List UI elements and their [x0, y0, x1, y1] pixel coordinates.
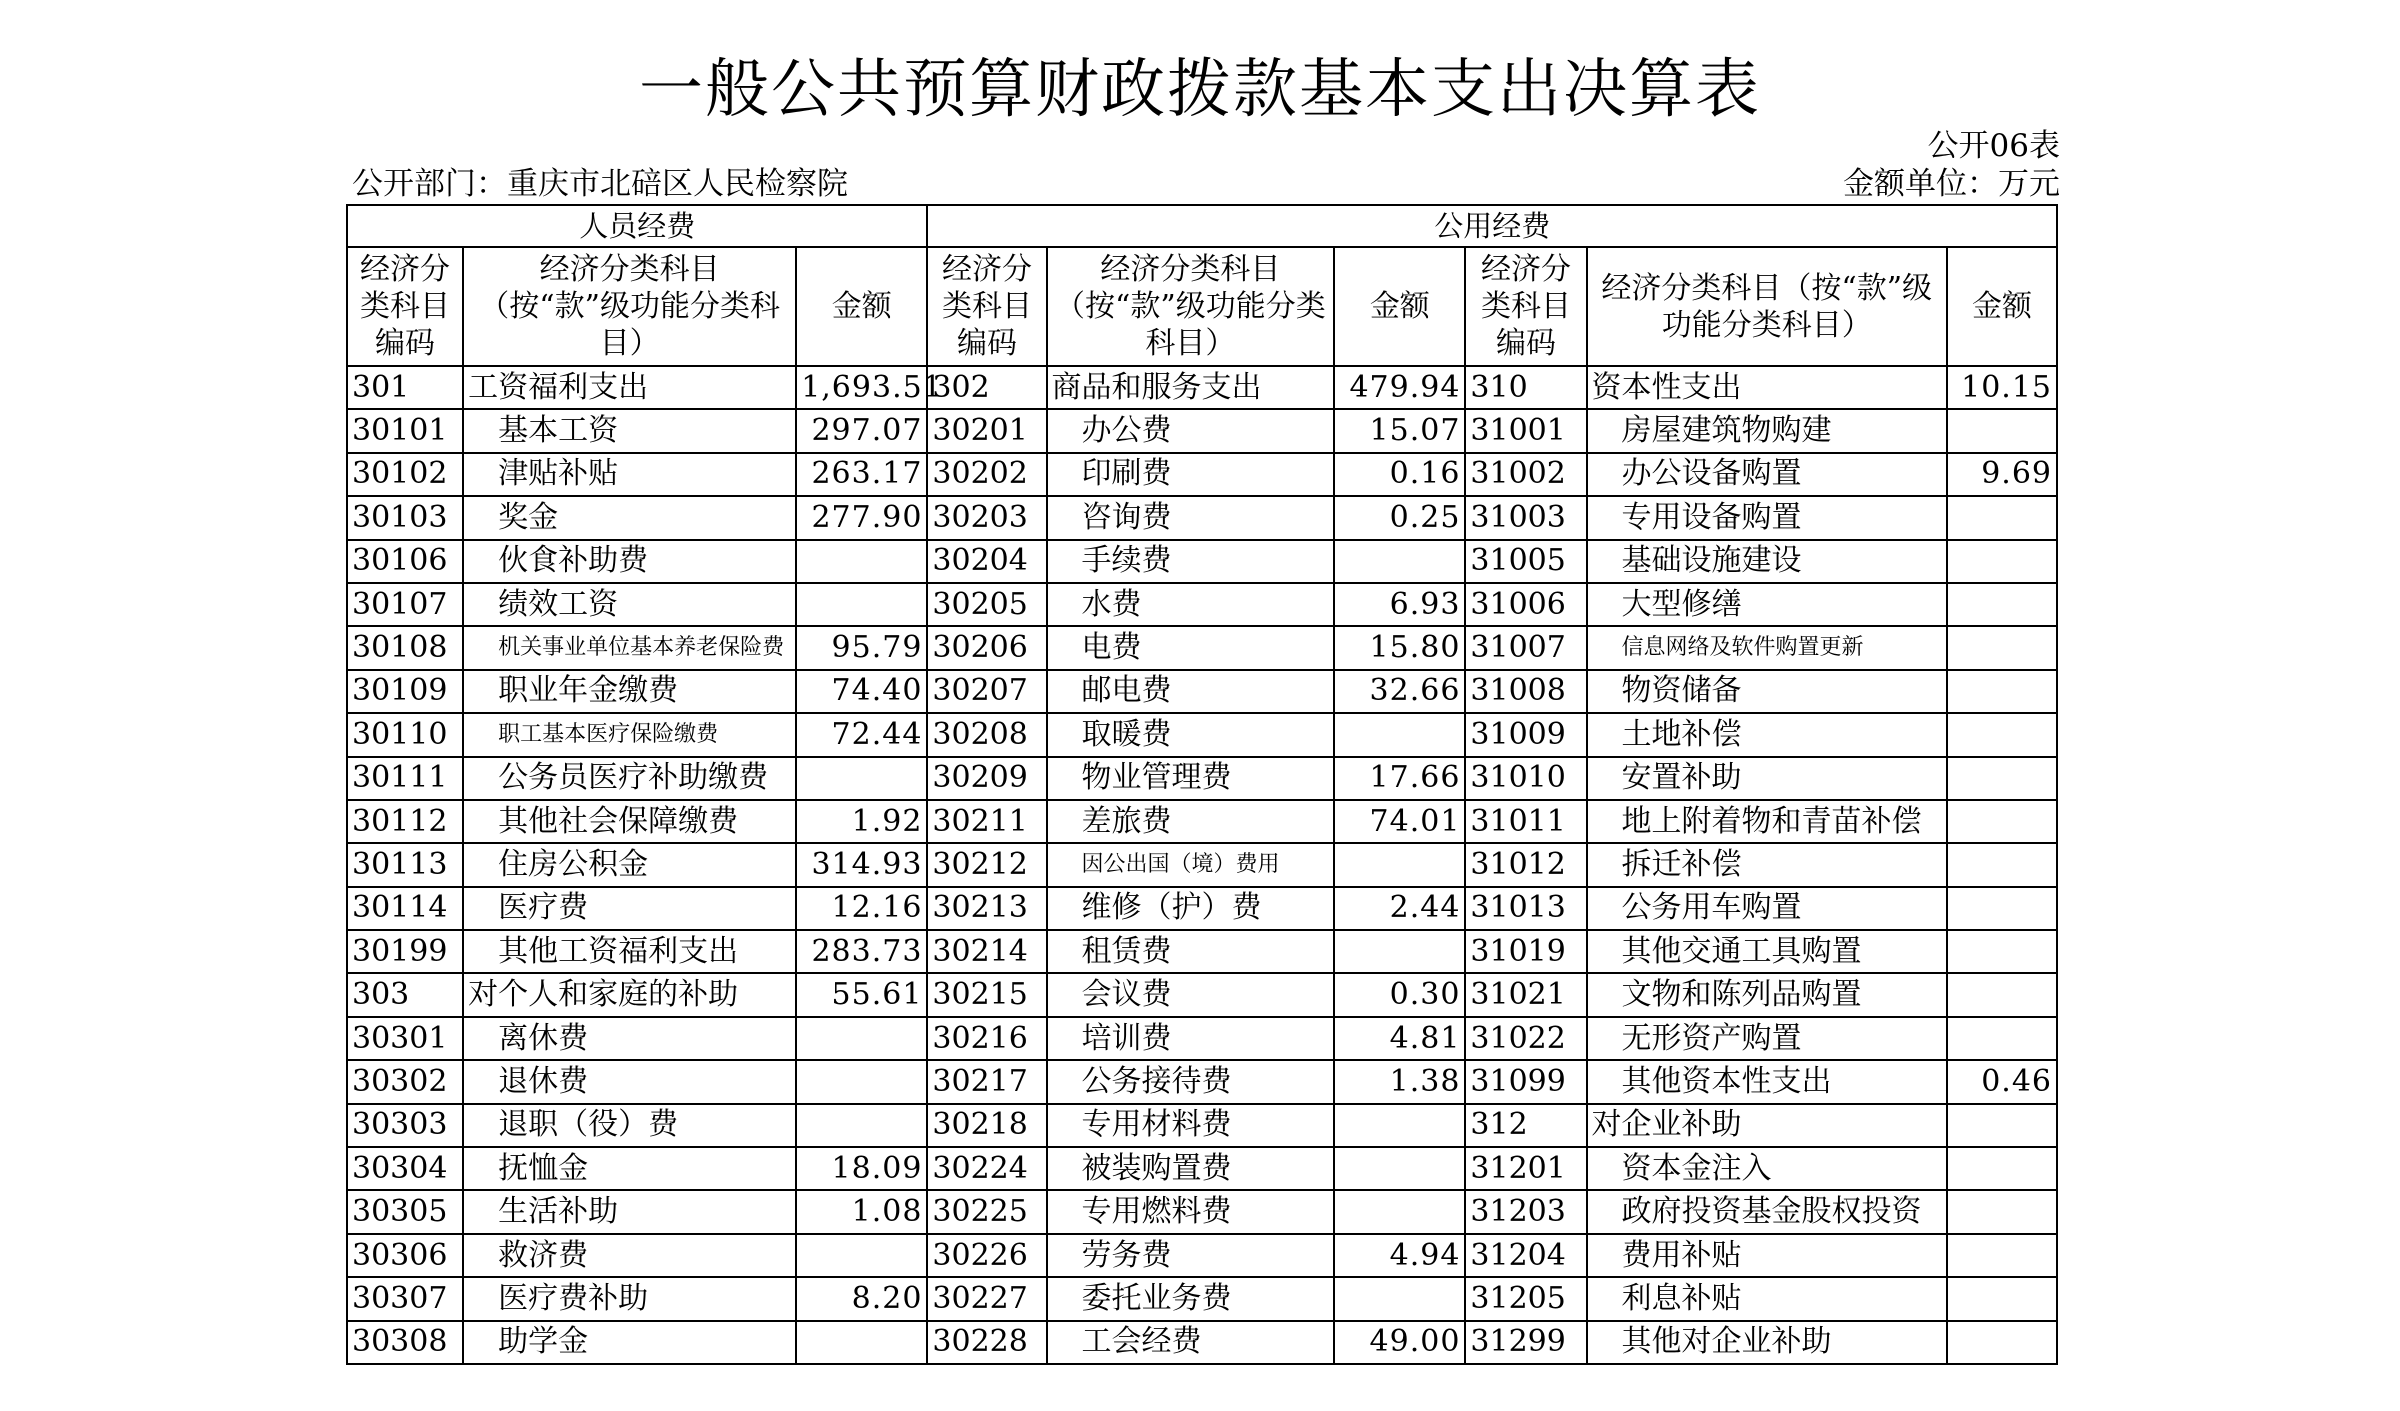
name-cell: 无形资产购置	[1587, 1017, 1947, 1060]
code-cell: 30201	[927, 409, 1046, 452]
code-cell: 30202	[927, 453, 1046, 496]
amount-cell: 17.66	[1334, 757, 1465, 800]
header-amount-left: 金额	[796, 247, 927, 366]
amount-cell	[1334, 1147, 1465, 1190]
code-cell: 30103	[347, 496, 463, 539]
name-cell: 生活补助	[463, 1190, 796, 1233]
name-cell: 劳务费	[1047, 1234, 1335, 1277]
name-cell: 拆迁补偿	[1587, 843, 1947, 886]
code-cell: 31002	[1465, 453, 1586, 496]
name-cell: 因公出国（境）费用	[1047, 843, 1335, 886]
amount-cell: 0.46	[1947, 1060, 2057, 1103]
name-cell: 工资福利支出	[463, 366, 796, 409]
amount-cell: 9.69	[1947, 453, 2057, 496]
code-cell: 31008	[1465, 670, 1586, 713]
amount-cell	[1947, 930, 2057, 973]
amount-cell: 0.30	[1334, 973, 1465, 1016]
amount-cell	[1334, 540, 1465, 583]
name-cell: 职业年金缴费	[463, 670, 796, 713]
code-cell: 30216	[927, 1017, 1046, 1060]
name-cell: 取暖费	[1047, 713, 1335, 756]
code-cell: 30218	[927, 1104, 1046, 1147]
code-cell: 30102	[347, 453, 463, 496]
amount-cell: 32.66	[1334, 670, 1465, 713]
amount-cell	[1947, 887, 2057, 930]
name-cell: 维修（护）费	[1047, 887, 1335, 930]
amount-cell	[796, 757, 927, 800]
name-cell: 文物和陈列品购置	[1587, 973, 1947, 1016]
table-row	[347, 583, 2057, 626]
name-cell: 办公设备购置	[1587, 453, 1947, 496]
code-cell: 31009	[1465, 713, 1586, 756]
table-row	[347, 843, 2057, 886]
table-row	[347, 1190, 2057, 1233]
group-public: 公用经费	[927, 205, 2057, 247]
table-row	[347, 1147, 2057, 1190]
code-cell: 30305	[347, 1190, 463, 1233]
name-cell: 商品和服务支出	[1047, 366, 1335, 409]
name-cell: 专用设备购置	[1587, 496, 1947, 539]
table-row	[347, 1060, 2057, 1103]
amount-cell	[1947, 1277, 2057, 1320]
amount-cell: 15.07	[1334, 409, 1465, 452]
code-cell: 30199	[347, 930, 463, 973]
name-cell: 公务接待费	[1047, 1060, 1335, 1103]
table-row	[347, 1321, 2057, 1364]
code-cell: 30301	[347, 1017, 463, 1060]
name-cell: 其他社会保障缴费	[463, 800, 796, 843]
amount-cell: 1,693.51	[796, 366, 927, 409]
header-name-right: 经济分类科目（按“款”级功能分类科目）	[1587, 247, 1947, 366]
amount-cell: 74.40	[796, 670, 927, 713]
name-cell: 津贴补贴	[463, 453, 796, 496]
code-cell: 31006	[1465, 583, 1586, 626]
amount-cell: 72.44	[796, 713, 927, 756]
code-cell: 30227	[927, 1277, 1046, 1320]
amount-cell	[796, 1104, 927, 1147]
code-cell: 31001	[1465, 409, 1586, 452]
code-cell: 30206	[927, 626, 1046, 669]
code-cell: 301	[347, 366, 463, 409]
amount-cell	[1947, 1104, 2057, 1147]
code-cell: 30203	[927, 496, 1046, 539]
name-cell: 医疗费	[463, 887, 796, 930]
amount-cell: 0.25	[1334, 496, 1465, 539]
amount-cell	[1947, 670, 2057, 713]
name-cell: 租赁费	[1047, 930, 1335, 973]
name-cell: 信息网络及软件购置更新	[1587, 626, 1947, 669]
code-cell: 31205	[1465, 1277, 1586, 1320]
code-cell: 30106	[347, 540, 463, 583]
name-cell: 咨询费	[1047, 496, 1335, 539]
name-cell: 离休费	[463, 1017, 796, 1060]
code-cell: 30308	[347, 1321, 463, 1364]
name-cell: 培训费	[1047, 1017, 1335, 1060]
amount-cell	[1947, 800, 2057, 843]
header-code-left: 经济分类科目编码	[347, 247, 463, 366]
code-cell: 30302	[347, 1060, 463, 1103]
amount-cell: 49.00	[1334, 1321, 1465, 1364]
table-row	[347, 887, 2057, 930]
amount-cell: 1.08	[796, 1190, 927, 1233]
table-row	[347, 930, 2057, 973]
amount-cell: 263.17	[796, 453, 927, 496]
name-cell: 房屋建筑物购建	[1587, 409, 1947, 452]
code-cell: 31099	[1465, 1060, 1586, 1103]
code-cell: 30205	[927, 583, 1046, 626]
code-cell: 30303	[347, 1104, 463, 1147]
code-cell: 30204	[927, 540, 1046, 583]
name-cell: 基本工资	[463, 409, 796, 452]
amount-cell	[796, 1017, 927, 1060]
code-cell: 31019	[1465, 930, 1586, 973]
name-cell: 委托业务费	[1047, 1277, 1335, 1320]
budget-table	[346, 204, 2058, 1365]
name-cell: 抚恤金	[463, 1147, 796, 1190]
name-cell: 资本性支出	[1587, 366, 1947, 409]
code-cell: 31012	[1465, 843, 1586, 886]
code-cell: 30109	[347, 670, 463, 713]
amount-cell	[1947, 626, 2057, 669]
name-cell: 印刷费	[1047, 453, 1335, 496]
name-cell: 救济费	[463, 1234, 796, 1277]
header-code-mid: 经济分类科目编码	[927, 247, 1046, 366]
amount-cell: 55.61	[796, 973, 927, 1016]
amount-cell	[1947, 583, 2057, 626]
amount-cell: 1.92	[796, 800, 927, 843]
name-cell: 会议费	[1047, 973, 1335, 1016]
name-cell: 工会经费	[1047, 1321, 1335, 1364]
table-body	[347, 205, 2057, 1364]
amount-cell	[1947, 713, 2057, 756]
amount-cell: 6.93	[1334, 583, 1465, 626]
code-cell: 30228	[927, 1321, 1046, 1364]
amount-cell	[1947, 1017, 2057, 1060]
code-cell: 31204	[1465, 1234, 1586, 1277]
amount-cell	[1947, 843, 2057, 886]
amount-cell	[1334, 930, 1465, 973]
amount-cell: 74.01	[1334, 800, 1465, 843]
table-row	[347, 757, 2057, 800]
name-cell: 被装购置费	[1047, 1147, 1335, 1190]
name-cell: 奖金	[463, 496, 796, 539]
name-cell: 专用燃料费	[1047, 1190, 1335, 1233]
amount-cell	[1947, 973, 2057, 1016]
header-name-left: 经济分类科目（按“款”级功能分类科目）	[463, 247, 796, 366]
page-title: 一般公共预算财政拨款基本支出决算表	[639, 53, 1761, 127]
code-cell: 31003	[1465, 496, 1586, 539]
code-cell: 31299	[1465, 1321, 1586, 1364]
amount-unit-label: 金额单位：万元	[1843, 166, 2060, 202]
amount-cell	[1947, 1234, 2057, 1277]
code-cell: 30108	[347, 626, 463, 669]
amount-cell: 1.38	[1334, 1060, 1465, 1103]
table-row	[347, 496, 2057, 539]
code-cell: 30107	[347, 583, 463, 626]
table-row	[347, 670, 2057, 713]
amount-cell: 479.94	[1334, 366, 1465, 409]
code-cell: 30212	[927, 843, 1046, 886]
code-cell: 31013	[1465, 887, 1586, 930]
name-cell: 绩效工资	[463, 583, 796, 626]
name-cell: 其他交通工具购置	[1587, 930, 1947, 973]
name-cell: 机关事业单位基本养老保险费	[463, 626, 796, 669]
table-row	[347, 1234, 2057, 1277]
code-cell: 30209	[927, 757, 1046, 800]
name-cell: 职工基本医疗保险缴费	[463, 713, 796, 756]
amount-cell	[1334, 713, 1465, 756]
table-row	[347, 973, 2057, 1016]
amount-cell	[796, 540, 927, 583]
department-label: 公开部门：重庆市北碚区人民检察院	[352, 166, 848, 202]
table-row	[347, 713, 2057, 756]
amount-cell	[1947, 1190, 2057, 1233]
code-cell: 30111	[347, 757, 463, 800]
code-cell: 31203	[1465, 1190, 1586, 1233]
table-row	[347, 1017, 2057, 1060]
amount-cell: 4.94	[1334, 1234, 1465, 1277]
name-cell: 地上附着物和青苗补偿	[1587, 800, 1947, 843]
amount-cell: 10.15	[1947, 366, 2057, 409]
name-cell: 办公费	[1047, 409, 1335, 452]
table-row	[347, 540, 2057, 583]
name-cell: 其他对企业补助	[1587, 1321, 1947, 1364]
amount-cell	[1334, 1104, 1465, 1147]
table-row	[347, 1104, 2057, 1147]
name-cell: 医疗费补助	[463, 1277, 796, 1320]
code-cell: 310	[1465, 366, 1586, 409]
name-cell: 手续费	[1047, 540, 1335, 583]
table-row	[347, 453, 2057, 496]
name-cell: 水费	[1047, 583, 1335, 626]
code-cell: 30208	[927, 713, 1046, 756]
name-cell: 对个人和家庭的补助	[463, 973, 796, 1016]
amount-cell: 8.20	[796, 1277, 927, 1320]
name-cell: 公务员医疗补助缴费	[463, 757, 796, 800]
name-cell: 差旅费	[1047, 800, 1335, 843]
form-number: 公开06表	[1927, 128, 2060, 164]
amount-cell	[796, 1321, 927, 1364]
name-cell: 费用补贴	[1587, 1234, 1947, 1277]
name-cell: 资本金注入	[1587, 1147, 1947, 1190]
name-cell: 住房公积金	[463, 843, 796, 886]
amount-cell: 12.16	[796, 887, 927, 930]
amount-cell	[1947, 1147, 2057, 1190]
code-cell: 312	[1465, 1104, 1586, 1147]
amount-cell	[1947, 496, 2057, 539]
header-name-mid: 经济分类科目（按“款”级功能分类科目）	[1047, 247, 1335, 366]
group-personnel: 人员经费	[347, 205, 927, 247]
code-cell: 30226	[927, 1234, 1046, 1277]
amount-cell	[1947, 1321, 2057, 1364]
name-cell: 物业管理费	[1047, 757, 1335, 800]
name-cell: 退休费	[463, 1060, 796, 1103]
code-cell: 30215	[927, 973, 1046, 1016]
code-cell: 30306	[347, 1234, 463, 1277]
name-cell: 土地补偿	[1587, 713, 1947, 756]
name-cell: 对企业补助	[1587, 1104, 1947, 1147]
name-cell: 助学金	[463, 1321, 796, 1364]
amount-cell: 18.09	[796, 1147, 927, 1190]
name-cell: 公务用车购置	[1587, 887, 1947, 930]
amount-cell: 314.93	[796, 843, 927, 886]
amount-cell: 15.80	[1334, 626, 1465, 669]
table-row	[347, 409, 2057, 452]
amount-cell: 4.81	[1334, 1017, 1465, 1060]
name-cell: 其他工资福利支出	[463, 930, 796, 973]
name-cell: 退职（役）费	[463, 1104, 796, 1147]
code-cell: 30224	[927, 1147, 1046, 1190]
header-amount-mid: 金额	[1334, 247, 1465, 366]
column-header-row	[347, 247, 2057, 366]
table-row	[347, 800, 2057, 843]
code-cell: 31010	[1465, 757, 1586, 800]
amount-cell	[1334, 843, 1465, 886]
table-row	[347, 1277, 2057, 1320]
code-cell: 30101	[347, 409, 463, 452]
code-cell: 302	[927, 366, 1046, 409]
code-cell: 30214	[927, 930, 1046, 973]
code-cell: 30217	[927, 1060, 1046, 1103]
name-cell: 邮电费	[1047, 670, 1335, 713]
amount-cell: 277.90	[796, 496, 927, 539]
group-header-row	[347, 205, 2057, 247]
code-cell: 30114	[347, 887, 463, 930]
name-cell: 电费	[1047, 626, 1335, 669]
amount-cell	[1334, 1277, 1465, 1320]
code-cell: 30213	[927, 887, 1046, 930]
code-cell: 30207	[927, 670, 1046, 713]
amount-cell: 0.16	[1334, 453, 1465, 496]
amount-cell: 2.44	[1334, 887, 1465, 930]
code-cell: 30110	[347, 713, 463, 756]
code-cell: 30113	[347, 843, 463, 886]
code-cell: 31011	[1465, 800, 1586, 843]
name-cell: 专用材料费	[1047, 1104, 1335, 1147]
name-cell: 基础设施建设	[1587, 540, 1947, 583]
table-row	[347, 626, 2057, 669]
amount-cell	[1947, 757, 2057, 800]
amount-cell	[796, 1060, 927, 1103]
code-cell: 31201	[1465, 1147, 1586, 1190]
table-row	[347, 366, 2057, 409]
code-cell: 303	[347, 973, 463, 1016]
code-cell: 30211	[927, 800, 1046, 843]
code-cell: 30304	[347, 1147, 463, 1190]
amount-cell	[796, 583, 927, 626]
code-cell: 31005	[1465, 540, 1586, 583]
amount-cell	[1947, 540, 2057, 583]
code-cell: 31007	[1465, 626, 1586, 669]
amount-cell: 297.07	[796, 409, 927, 452]
name-cell: 其他资本性支出	[1587, 1060, 1947, 1103]
name-cell: 利息补贴	[1587, 1277, 1947, 1320]
code-cell: 31021	[1465, 973, 1586, 1016]
code-cell: 30225	[927, 1190, 1046, 1233]
code-cell: 30112	[347, 800, 463, 843]
header-code-right: 经济分类科目编码	[1465, 247, 1586, 366]
name-cell: 物资储备	[1587, 670, 1947, 713]
amount-cell	[796, 1234, 927, 1277]
name-cell: 伙食补助费	[463, 540, 796, 583]
amount-cell	[1947, 409, 2057, 452]
name-cell: 安置补助	[1587, 757, 1947, 800]
amount-cell: 283.73	[796, 930, 927, 973]
header-amount-right: 金额	[1947, 247, 2057, 366]
name-cell: 政府投资基金股权投资	[1587, 1190, 1947, 1233]
code-cell: 31022	[1465, 1017, 1586, 1060]
amount-cell: 95.79	[796, 626, 927, 669]
amount-cell	[1334, 1190, 1465, 1233]
code-cell: 30307	[347, 1277, 463, 1320]
name-cell: 大型修缮	[1587, 583, 1947, 626]
